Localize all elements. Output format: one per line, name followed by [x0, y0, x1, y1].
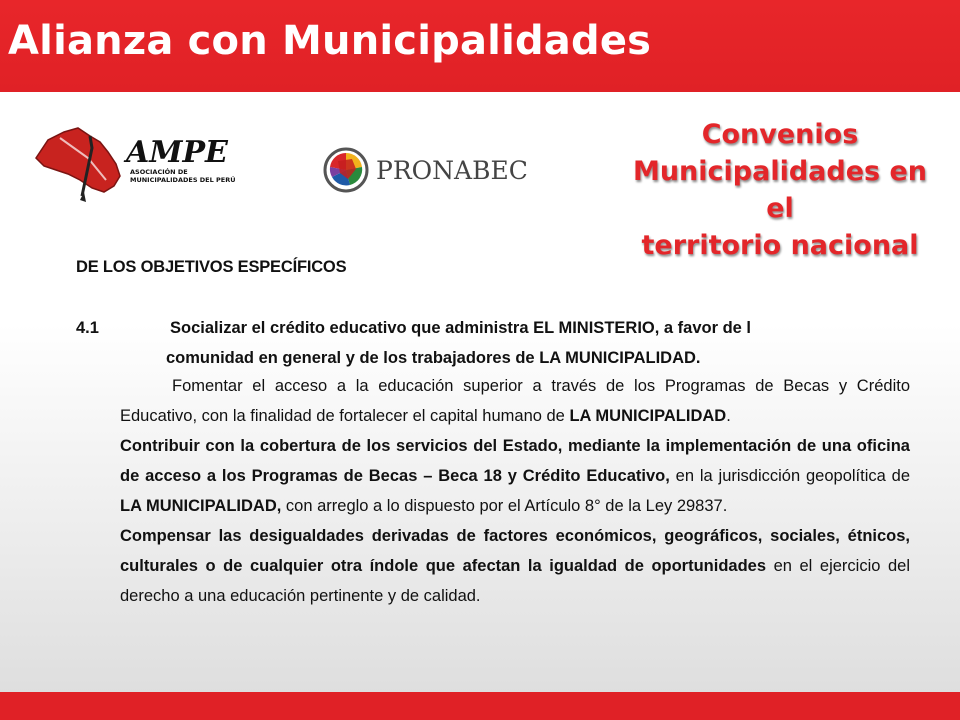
paragraph-text: con arreglo a lo dispuesto por el Artículo 8° de la Ley 29837. [281, 497, 728, 515]
item-text-line-2: comunidad en general y de los trabajadores de LA MUNICIPALIDAD. [166, 349, 701, 367]
item-text [166, 313, 910, 373]
paragraph-text: en el ejercicio del derecho a una educación pertinente y de calidad. [120, 557, 910, 605]
item-text-line-1: Socializar el crédito educativo que administra EL MINISTERIO, a favor de l [170, 319, 752, 337]
paragraph-bold: Contribuir con la cobertura de los servicios del Estado, mediante la implementación de una oficina de acceso a los Programas de Becas – Beca 18 y Crédito Educativo, [120, 437, 910, 485]
bottom-bar [0, 692, 960, 720]
paragraph-compensar [120, 521, 910, 611]
item-number: 4.1 [76, 319, 99, 337]
paragraph-fomentar [120, 371, 910, 431]
ampe-subtitle-2: MUNICIPALIDADES DEL PERÚ [130, 176, 236, 184]
objectives-paragraphs [120, 371, 910, 611]
paragraph-text: en la jurisdicción geopolítica de [669, 467, 910, 485]
ampe-name: AMPE [126, 135, 228, 170]
peru-map-icon [30, 118, 260, 208]
slide-title: Alianza con Municipalidades [8, 18, 652, 64]
section-heading: DE LOS OBJETIVOS ESPECÍFICOS [76, 258, 347, 276]
paragraph-bold: Compensar las desigualdades derivadas de factores económicos, geográficos, sociales, étnicos, culturales o de cualquier otra índole que afectan la igualdad de oportunidades [120, 527, 910, 575]
convenios-line-2: Municipalidades en el [632, 156, 928, 224]
convenios-line-3: territorio nacional [641, 230, 919, 261]
pronabec-name: PRONABEC [376, 156, 528, 185]
paragraph-contribuir [120, 431, 910, 521]
ampe-logo [30, 118, 260, 208]
paragraph-text: Fomentar el acceso a la educación superior a través de los Programas de Becas y Crédito Educativo, con la finalidad de fortalecer el capital humano de [120, 377, 910, 425]
paragraph-text: . [726, 407, 731, 425]
pronabec-logo [320, 145, 545, 193]
convenios-line-1: Convenios [701, 119, 859, 150]
ampe-subtitle-1: ASOCIACIÓN DE [130, 168, 188, 176]
pronabec-globe-icon [320, 145, 545, 193]
paragraph-bold: LA MUNICIPALIDAD [569, 407, 727, 425]
convenios-heading [620, 116, 940, 264]
paragraph-bold: LA MUNICIPALIDAD, [120, 497, 282, 515]
